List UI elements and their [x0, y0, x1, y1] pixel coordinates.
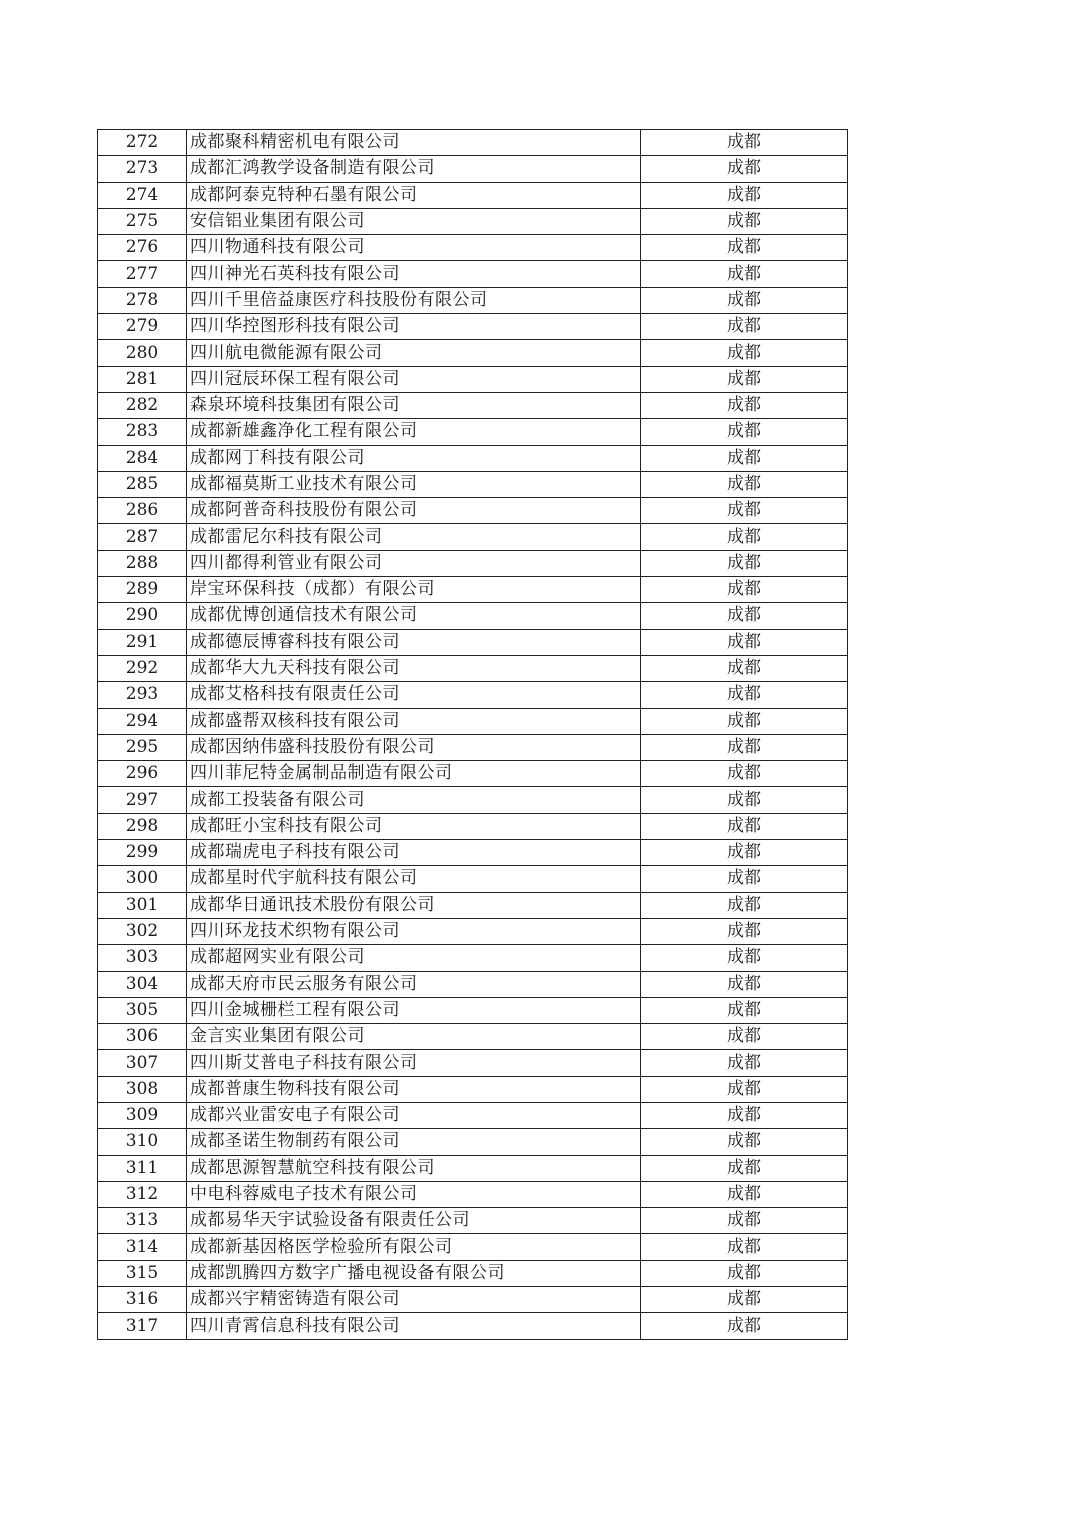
row-number-cell: 274 — [98, 182, 187, 208]
table-row — [98, 734, 848, 760]
row-number-cell: 293 — [98, 682, 187, 708]
company-name-cell: 四川神光石英科技有限公司 — [187, 261, 641, 287]
row-number-cell: 273 — [98, 156, 187, 182]
company-name-cell: 成都普康生物科技有限公司 — [187, 1076, 641, 1102]
company-name-cell: 成都圣诺生物制药有限公司 — [187, 1129, 641, 1155]
region-cell: 成都 — [641, 261, 848, 287]
row-number-cell: 309 — [98, 1102, 187, 1128]
row-number-cell: 301 — [98, 892, 187, 918]
company-name-cell: 成都雷尼尔科技有限公司 — [187, 524, 641, 550]
row-number-cell: 279 — [98, 314, 187, 340]
row-number-cell: 285 — [98, 471, 187, 497]
table-row — [98, 392, 848, 418]
region-cell: 成都 — [641, 629, 848, 655]
table-row — [98, 971, 848, 997]
region-cell: 成都 — [641, 392, 848, 418]
table-row — [98, 524, 848, 550]
row-number-cell: 291 — [98, 629, 187, 655]
company-name-cell: 四川都得利管业有限公司 — [187, 550, 641, 576]
region-cell: 成都 — [641, 1102, 848, 1128]
table-row — [98, 182, 848, 208]
region-cell: 成都 — [641, 208, 848, 234]
table-row — [98, 445, 848, 471]
row-number-cell: 294 — [98, 708, 187, 734]
row-number-cell: 281 — [98, 366, 187, 392]
company-name-cell: 成都德辰博睿科技有限公司 — [187, 629, 641, 655]
company-list-body — [98, 130, 848, 1340]
company-name-cell: 四川航电微能源有限公司 — [187, 340, 641, 366]
table-row — [98, 1260, 848, 1286]
table-row — [98, 866, 848, 892]
row-number-cell: 297 — [98, 787, 187, 813]
region-cell: 成都 — [641, 708, 848, 734]
region-cell: 成都 — [641, 577, 848, 603]
company-name-cell: 四川菲尼特金属制品制造有限公司 — [187, 761, 641, 787]
region-cell: 成都 — [641, 182, 848, 208]
region-cell: 成都 — [641, 1260, 848, 1286]
table-row — [98, 629, 848, 655]
table-row — [98, 918, 848, 944]
company-name-cell: 中电科蓉威电子技术有限公司 — [187, 1181, 641, 1207]
company-name-cell: 成都瑞虎电子科技有限公司 — [187, 840, 641, 866]
region-cell: 成都 — [641, 524, 848, 550]
table-row — [98, 840, 848, 866]
table-row — [98, 892, 848, 918]
table-row — [98, 1024, 848, 1050]
company-name-cell: 成都工投装备有限公司 — [187, 787, 641, 813]
region-cell: 成都 — [641, 498, 848, 524]
table-row — [98, 708, 848, 734]
region-cell: 成都 — [641, 892, 848, 918]
table-row — [98, 130, 848, 156]
row-number-cell: 288 — [98, 550, 187, 576]
region-cell: 成都 — [641, 340, 848, 366]
table-row — [98, 419, 848, 445]
table-row — [98, 314, 848, 340]
company-name-cell: 四川环龙技术织物有限公司 — [187, 918, 641, 944]
company-name-cell: 成都阿泰克特种石墨有限公司 — [187, 182, 641, 208]
region-cell: 成都 — [641, 156, 848, 182]
region-cell: 成都 — [641, 761, 848, 787]
table-row — [98, 813, 848, 839]
row-number-cell: 306 — [98, 1024, 187, 1050]
table-row — [98, 997, 848, 1023]
region-cell: 成都 — [641, 130, 848, 156]
company-name-cell: 成都易华天宇试验设备有限责任公司 — [187, 1208, 641, 1234]
company-name-cell: 四川金城栅栏工程有限公司 — [187, 997, 641, 1023]
row-number-cell: 295 — [98, 734, 187, 760]
company-name-cell: 成都艾格科技有限责任公司 — [187, 682, 641, 708]
row-number-cell: 316 — [98, 1287, 187, 1313]
row-number-cell: 307 — [98, 1050, 187, 1076]
company-name-cell: 成都盛帮双核科技有限公司 — [187, 708, 641, 734]
region-cell: 成都 — [641, 445, 848, 471]
table-row — [98, 235, 848, 261]
table-row — [98, 471, 848, 497]
company-name-cell: 成都超网实业有限公司 — [187, 945, 641, 971]
table-row — [98, 1050, 848, 1076]
row-number-cell: 313 — [98, 1208, 187, 1234]
table-row — [98, 261, 848, 287]
row-number-cell: 311 — [98, 1155, 187, 1181]
region-cell: 成都 — [641, 1076, 848, 1102]
company-name-cell: 成都新雄鑫净化工程有限公司 — [187, 419, 641, 445]
row-number-cell: 287 — [98, 524, 187, 550]
table-row — [98, 1287, 848, 1313]
row-number-cell: 282 — [98, 392, 187, 418]
table-row — [98, 550, 848, 576]
row-number-cell: 289 — [98, 577, 187, 603]
company-name-cell: 四川物通科技有限公司 — [187, 235, 641, 261]
region-cell: 成都 — [641, 471, 848, 497]
company-name-cell: 成都兴宇精密铸造有限公司 — [187, 1287, 641, 1313]
row-number-cell: 276 — [98, 235, 187, 261]
row-number-cell: 286 — [98, 498, 187, 524]
row-number-cell: 292 — [98, 655, 187, 681]
region-cell: 成都 — [641, 1129, 848, 1155]
table-row — [98, 1313, 848, 1339]
row-number-cell: 283 — [98, 419, 187, 445]
company-name-cell: 成都兴业雷安电子有限公司 — [187, 1102, 641, 1128]
region-cell: 成都 — [641, 366, 848, 392]
table-row — [98, 945, 848, 971]
row-number-cell: 277 — [98, 261, 187, 287]
company-name-cell: 成都新基因格医学检验所有限公司 — [187, 1234, 641, 1260]
region-cell: 成都 — [641, 1050, 848, 1076]
row-number-cell: 315 — [98, 1260, 187, 1286]
region-cell: 成都 — [641, 1313, 848, 1339]
table-row — [98, 340, 848, 366]
row-number-cell: 280 — [98, 340, 187, 366]
row-number-cell: 290 — [98, 603, 187, 629]
region-cell: 成都 — [641, 1208, 848, 1234]
table-row — [98, 682, 848, 708]
company-name-cell: 四川斯艾普电子科技有限公司 — [187, 1050, 641, 1076]
row-number-cell: 299 — [98, 840, 187, 866]
row-number-cell: 302 — [98, 918, 187, 944]
company-name-cell: 森泉环境科技集团有限公司 — [187, 392, 641, 418]
table-row — [98, 287, 848, 313]
row-number-cell: 314 — [98, 1234, 187, 1260]
company-name-cell: 成都凯腾四方数字广播电视设备有限公司 — [187, 1260, 641, 1286]
company-name-cell: 安信铝业集团有限公司 — [187, 208, 641, 234]
region-cell: 成都 — [641, 550, 848, 576]
region-cell: 成都 — [641, 840, 848, 866]
table-row — [98, 1076, 848, 1102]
row-number-cell: 303 — [98, 945, 187, 971]
table-row — [98, 577, 848, 603]
company-name-cell: 成都因纳伟盛科技股份有限公司 — [187, 734, 641, 760]
region-cell: 成都 — [641, 734, 848, 760]
company-name-cell: 成都华日通讯技术股份有限公司 — [187, 892, 641, 918]
table-row — [98, 787, 848, 813]
company-name-cell: 成都天府市民云服务有限公司 — [187, 971, 641, 997]
company-list-table — [97, 129, 848, 1340]
region-cell: 成都 — [641, 787, 848, 813]
region-cell: 成都 — [641, 235, 848, 261]
table-row — [98, 603, 848, 629]
table-row — [98, 156, 848, 182]
table-row — [98, 1155, 848, 1181]
row-number-cell: 272 — [98, 130, 187, 156]
table-row — [98, 1234, 848, 1260]
region-cell: 成都 — [641, 1024, 848, 1050]
region-cell: 成都 — [641, 682, 848, 708]
row-number-cell: 296 — [98, 761, 187, 787]
company-name-cell: 成都福莫斯工业技术有限公司 — [187, 471, 641, 497]
region-cell: 成都 — [641, 1155, 848, 1181]
row-number-cell: 312 — [98, 1181, 187, 1207]
row-number-cell: 275 — [98, 208, 187, 234]
region-cell: 成都 — [641, 1234, 848, 1260]
table-row — [98, 1129, 848, 1155]
region-cell: 成都 — [641, 287, 848, 313]
company-name-cell: 岸宝环保科技（成都）有限公司 — [187, 577, 641, 603]
region-cell: 成都 — [641, 1287, 848, 1313]
table-row — [98, 208, 848, 234]
company-name-cell: 成都阿普奇科技股份有限公司 — [187, 498, 641, 524]
region-cell: 成都 — [641, 1181, 848, 1207]
row-number-cell: 310 — [98, 1129, 187, 1155]
region-cell: 成都 — [641, 603, 848, 629]
company-name-cell: 成都旺小宝科技有限公司 — [187, 813, 641, 839]
company-name-cell: 成都聚科精密机电有限公司 — [187, 130, 641, 156]
table-row — [98, 366, 848, 392]
company-name-cell: 四川青霄信息科技有限公司 — [187, 1313, 641, 1339]
row-number-cell: 304 — [98, 971, 187, 997]
table-row — [98, 655, 848, 681]
company-name-cell: 成都华大九天科技有限公司 — [187, 655, 641, 681]
region-cell: 成都 — [641, 945, 848, 971]
company-name-cell: 四川千里倍益康医疗科技股份有限公司 — [187, 287, 641, 313]
region-cell: 成都 — [641, 314, 848, 340]
region-cell: 成都 — [641, 419, 848, 445]
row-number-cell: 308 — [98, 1076, 187, 1102]
company-name-cell: 成都网丁科技有限公司 — [187, 445, 641, 471]
row-number-cell: 278 — [98, 287, 187, 313]
table-row — [98, 1181, 848, 1207]
table-row — [98, 498, 848, 524]
row-number-cell: 284 — [98, 445, 187, 471]
region-cell: 成都 — [641, 971, 848, 997]
company-name-cell: 金言实业集团有限公司 — [187, 1024, 641, 1050]
company-name-cell: 四川冠辰环保工程有限公司 — [187, 366, 641, 392]
row-number-cell: 298 — [98, 813, 187, 839]
company-name-cell: 四川华控图形科技有限公司 — [187, 314, 641, 340]
row-number-cell: 305 — [98, 997, 187, 1023]
region-cell: 成都 — [641, 918, 848, 944]
region-cell: 成都 — [641, 997, 848, 1023]
company-name-cell: 成都优博创通信技术有限公司 — [187, 603, 641, 629]
company-name-cell: 成都汇鸿教学设备制造有限公司 — [187, 156, 641, 182]
region-cell: 成都 — [641, 813, 848, 839]
region-cell: 成都 — [641, 866, 848, 892]
row-number-cell: 300 — [98, 866, 187, 892]
company-name-cell: 成都星时代宇航科技有限公司 — [187, 866, 641, 892]
table-row — [98, 1102, 848, 1128]
company-name-cell: 成都思源智慧航空科技有限公司 — [187, 1155, 641, 1181]
row-number-cell: 317 — [98, 1313, 187, 1339]
region-cell: 成都 — [641, 655, 848, 681]
table-row — [98, 761, 848, 787]
table-row — [98, 1208, 848, 1234]
